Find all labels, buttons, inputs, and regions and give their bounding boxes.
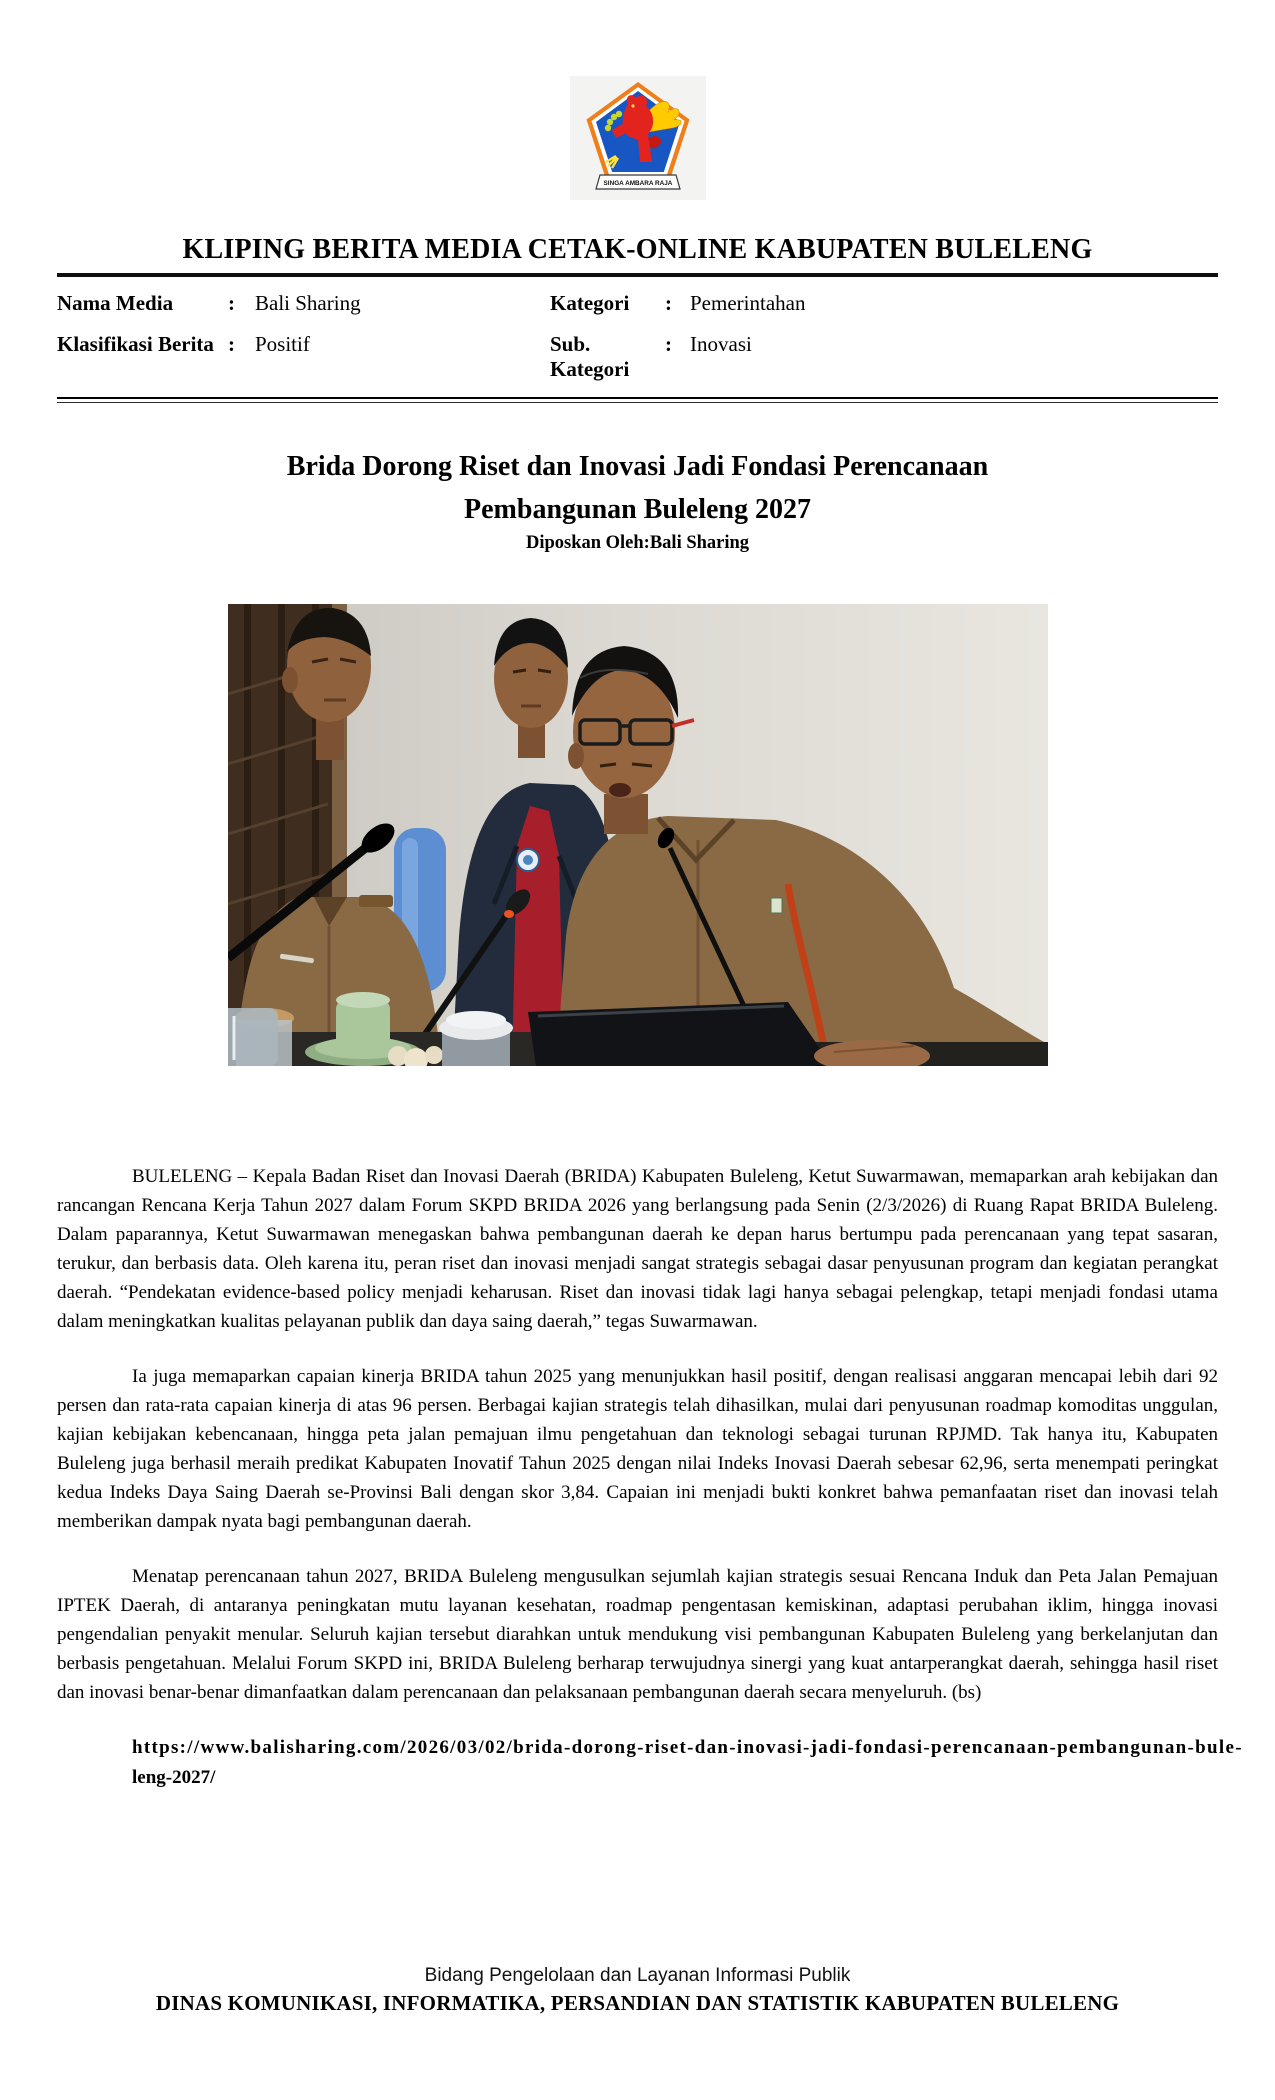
logo-wrap bbox=[57, 0, 1218, 200]
article-photo bbox=[228, 604, 1048, 1066]
meta-label-nama-media: Nama Media bbox=[57, 291, 174, 315]
footer-division-line: Bidang Pengelolaan dan Layanan Informasi Publik bbox=[424, 1965, 851, 1986]
page-footer bbox=[0, 1965, 1275, 2016]
article-paragraph-1: BULELENG – Kepala Badan Riset dan Inovasi Daerah (BRIDA) Kabupaten Buleleng, Ketut Suwarmawan, memaparkan arah kebijakan dan rancangan Rencana Kerja Tahun 2027 dalam Forum SKPD BRIDA 2026 yang berlangsung pada Senin (2/3/2026) di Ruang Rapat BRIDA Buleleng. Dalam paparannya, Ketut Suwarmawan menegaskan bahwa pembangunan daerah ke depan harus bertumpu pada perencanaan yang tepat sasaran, terukur, dan berbasis data. Oleh karena itu, peran riset dan inovasi menjadi sangat strategis sebagai dasar penyusunan program dan kegiatan perangkat daerah. “Pendekatan evidence-based policy menjadi keharusan. Riset dan inovasi tidak lagi hanya sebagai pelengkap, tetapi menjadi fondasi utama dalam meningkatkan kualitas pelayanan publik dan daya saing daerah,” tegas Suwarmawan. bbox=[57, 1166, 1218, 1332]
article-byline: Diposkan Oleh:Bali Sharing bbox=[525, 533, 750, 553]
article-title-line2: Pembangunan Buleleng 2027 bbox=[464, 494, 811, 525]
article-source-url-line1[interactable]: https://www.balisharing.com/2026/03/02/brida-dorong-riset-dan-inovasi-jadi-fondasi-perencanaan-pembangunan-bule- bbox=[132, 1737, 1243, 1758]
logo-banner-text: SINGA AMBARA RAJA bbox=[603, 180, 672, 187]
meta-value-klasifikasi-berita: Positif bbox=[255, 332, 310, 356]
article-body bbox=[57, 1162, 1243, 1793]
meeting-photo-illustration bbox=[228, 604, 1048, 1066]
article-source-url[interactable] bbox=[57, 1733, 1243, 1793]
article-paragraph-3: Menatap perencanaan tahun 2027, BRIDA Buleleng mengusulkan sejumlah kajian strategis sesuai Rencana Induk dan Peta Jalan Pemajuan IPTEK Daerah, di antaranya peningkatan mutu layanan kesehatan, roadmap pengentasan kemiskinan, adaptasi perubahan iklim, hingga inovasi pengendalian penyakit menular. Seluruh kajian tersebut diarahkan untuk mendukung visi pembangunan Kabupaten Buleleng yang berkelanjutan dan berbasis pengetahuan. Melalui Forum SKPD ini, BRIDA Buleleng berharap terwujudnya sinergi yang kuat antarperangkat daerah, sehingga hasil riset dan inovasi benar-benar dimanfaatkan dalam perencanaan dan pelaksanaan pembangunan daerah secara menyeluruh. (bs) bbox=[57, 1566, 1218, 1703]
footer-agency-line: DINAS KOMUNIKASI, INFORMATIKA, PERSANDIAN DAN STATISTIK KABUPATEN BULELENG bbox=[155, 1991, 1120, 2015]
buleleng-coat-of-arms-logo bbox=[570, 76, 706, 200]
buleleng-logo-icon bbox=[570, 76, 706, 200]
meta-table bbox=[57, 277, 1218, 397]
meta-colon: : bbox=[665, 332, 672, 356]
article-source-url-line2[interactable]: leng-2027/ bbox=[132, 1767, 216, 1788]
meta-label-klasifikasi-berita: Klasifikasi Berita bbox=[57, 332, 214, 356]
meta-value-sub-kategori: Inovasi bbox=[690, 332, 752, 356]
page-title: KLIPING BERITA MEDIA CETAK-ONLINE KABUPATEN BULELENG bbox=[182, 234, 1093, 265]
meta-label-sub-kategori: Sub. Kategori bbox=[550, 332, 630, 381]
article-title-line1: Brida Dorong Riset dan Inovasi Jadi Fondasi Perencanaan bbox=[286, 451, 989, 482]
article-title bbox=[57, 445, 1218, 531]
meta-colon: : bbox=[228, 291, 235, 315]
meta-value-kategori: Pemerintahan bbox=[690, 291, 806, 315]
meta-value-nama-media: Bali Sharing bbox=[255, 291, 361, 315]
article-paragraph-2: Ia juga memaparkan capaian kinerja BRIDA tahun 2025 yang menunjukkan hasil positif, dengan realisasi anggaran mencapai lebih dari 92 persen dan rata-rata capaian kinerja di atas 96 persen. Berbagai kajian strategis telah dihasilkan, mulai dari penyusunan roadmap komoditas unggulan, kajian kebijakan kebencanaan, hingga peta jalan pemajuan ilmu pengetahuan dan teknologi sebagai turunan RPJMD. Tak hanya itu, Kabupaten Buleleng juga berhasil meraih predikat Kabupaten Inovatif Tahun 2025 dengan nilai Indeks Inovasi Daerah sebesar 62,96, serta menempati peringkat kedua Indeks Daya Saing Daerah se-Provinsi Bali dengan skor 3,84. Capaian ini menjadi bukti konkret bahwa pemanfaatan riset dan inovasi telah memberikan dampak nyata bagi pembangunan daerah. bbox=[57, 1366, 1218, 1532]
meta-colon: : bbox=[228, 332, 235, 356]
divider-bottom bbox=[57, 397, 1218, 403]
meta-colon: : bbox=[665, 291, 672, 315]
meta-label-kategori: Kategori bbox=[550, 291, 630, 315]
